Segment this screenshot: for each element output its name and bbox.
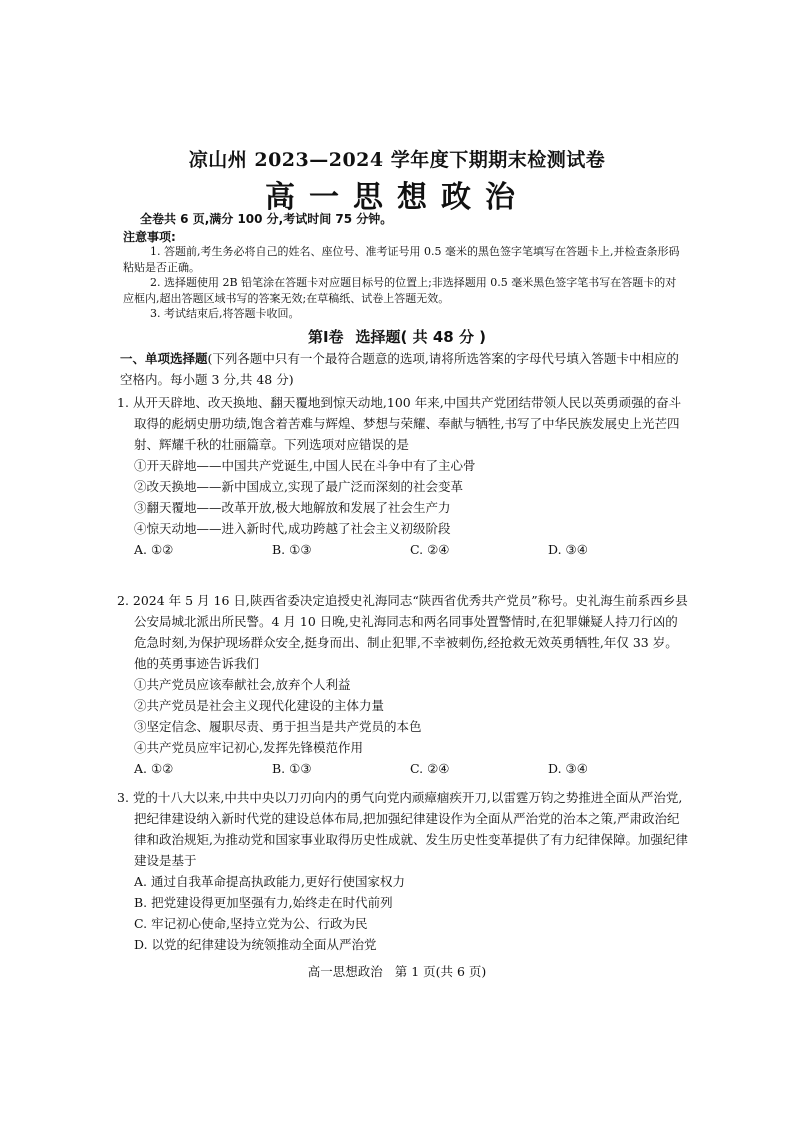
choice-c: C. ②④ (410, 542, 450, 557)
footer-subject: 高一思想政治 (307, 964, 383, 979)
footer-page-number: 第 1 页(共 6 页) (394, 964, 487, 979)
page-footer (0, 962, 794, 980)
section-label: 第Ⅰ卷 (307, 328, 344, 346)
exam-title: 凉山州 2023—2024 学年度下期期末检测试卷 (188, 149, 606, 171)
choice-d: D. ③④ (548, 761, 588, 776)
question-stem: 3. 党的十八大以来,中共中央以刀刃向内的勇气向党内顽瘴痼疾开刀,以雷霆万钧之势推进全面从严治党,把纪律建设纳入新时代党的建设总体布局,把加强纪律建设作为全面从严治党的治本之策,严肃政治纪律和政治规矩,为推动党和国家事业取得历史性成就、发生历史性变革提供了有力纪律保障。加强纪律建设是基于 (117, 790, 688, 868)
part-instruction (120, 348, 680, 390)
section-title (0, 326, 794, 347)
question-2 (117, 590, 689, 779)
answer-choices (117, 539, 689, 560)
answer-choices (117, 758, 689, 779)
statement-option: ④惊天动地——进入新时代,成功跨越了社会主义初级阶段 (134, 521, 451, 536)
subject-title: 高一思想政治 (265, 180, 529, 215)
section-name: 选择题( 共 48 分 ) (355, 328, 487, 346)
statement-option: ①共产党员应该奉献社会,放弃个人利益 (134, 677, 351, 692)
part-text: (下列各题中只有一个最符合题意的选项,请将所选答案的字母代号填入答题卡中相应的空格内。每小题 3 分,共 48 分) (120, 351, 679, 387)
choice-c: C. 牢记初心使命,坚持立党为公、行政为民 (134, 916, 368, 931)
note-item: 1. 答题前,考生务必将自己的姓名、座位号、准考证号用 0.5 毫米的黑色签字笔填写在答题卡上,并检查条形码粘贴是否正确。 (123, 245, 680, 274)
choice-d: D. ③④ (548, 542, 588, 557)
question-3 (117, 787, 689, 955)
exam-info: 全卷共 6 页,满分 100 分,考试时间 75 分钟。 (140, 212, 393, 226)
choice-b: B. ①③ (272, 761, 312, 776)
note-item: 2. 选择题使用 2B 铅笔涂在答题卡对应题目标号的位置上;非选择题用 0.5 毫米黑色签字笔书写在答题卡的对应框内,超出答题区域书写的答案无效;在草稿纸、试卷上答题无效。 (123, 276, 677, 305)
choice-b: B. ①③ (272, 542, 312, 557)
statement-option: ②改天换地——新中国成立,实现了最广泛而深刻的社会变革 (134, 479, 463, 494)
statement-option: ②共产党员是社会主义现代化建设的主体力量 (134, 698, 385, 713)
question-1 (117, 392, 689, 560)
statement-option: ④共产党员应牢记初心,发挥先锋模范作用 (134, 740, 363, 755)
statement-option: ①开天辟地——中国共产党诞生,中国人民在斗争中有了主心骨 (134, 458, 476, 473)
part-title: 一、单项选择题 (120, 351, 208, 366)
question-stem: 2. 2024 年 5 月 16 日,陕西省委决定追授史礼海同志“陕西省优秀共产党员”称号。史礼海生前系西乡县公安局城北派出所民警。4 月 10 日晚,史礼海同志和两名同事处置警情时,在犯罪嫌疑人持刀行凶的危急时刻,为保护现场群众安全,挺身而出、制止犯罪,不幸被刺伤,经抢救无效英勇牺牲,年仅 33 岁。他的英勇事迹告诉我们 (117, 593, 688, 671)
choice-d: D. 以党的纪律建设为统领推动全面从严治党 (134, 937, 377, 952)
choice-a: A. ①② (134, 761, 174, 776)
statement-option: ③翻天覆地——改革开放,极大地解放和发展了社会生产力 (134, 500, 451, 515)
choice-a: A. ①② (134, 542, 174, 557)
choice-a: A. 通过自我革命提高执政能力,更好行使国家权力 (134, 874, 405, 889)
question-stem: 1. 从开天辟地、改天换地、翻天覆地到惊天动地,100 年来,中国共产党团结带领人民以英勇顽强的奋斗取得的彪炳史册功绩,饱含着苦难与辉煌、梦想与荣耀、奉献与牺牲,书写了中华民族发展史上光芒四射、辉耀千秋的壮丽篇章。下列选项对应错误的是 (117, 395, 682, 452)
statement-option: ③坚定信念、履职尽责、勇于担当是共产党员的本色 (134, 719, 422, 734)
notes-heading: 注意事项: (123, 230, 176, 244)
choice-b: B. 把党建设得更加坚强有力,始终走在时代前列 (134, 895, 393, 910)
choice-c: C. ②④ (410, 761, 450, 776)
note-item: 3. 考试结束后,将答题卡收回。 (150, 307, 300, 320)
